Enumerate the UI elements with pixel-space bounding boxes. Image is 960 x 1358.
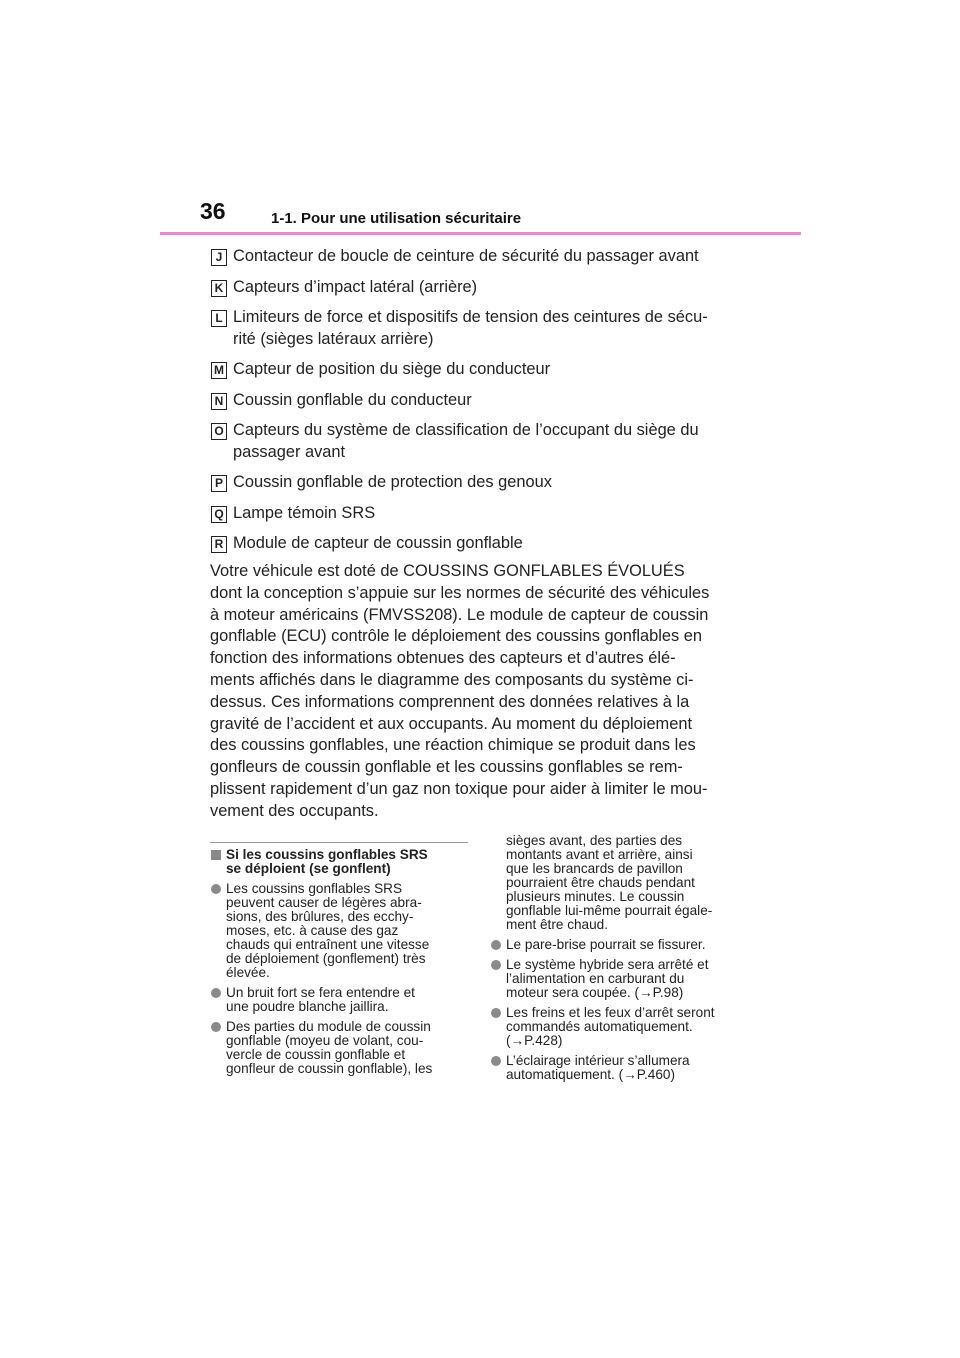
circle-bullet-icon — [211, 1022, 221, 1032]
bullet-text: Des parties du module de coussin gonflable (moyeu de volant, cou- vercle de coussin gonflable et gonfleur de coussin gonflable), les — [226, 1019, 433, 1076]
list-item-text: Limiteurs de force et dispositifs de tension des ceintures de sécu- rité (sièges latéraux arrière) — [233, 308, 708, 348]
bullet-item — [490, 1006, 748, 1048]
list-item-text: Coussin gonflable de protection des genoux — [233, 473, 552, 491]
list-item-r — [210, 533, 770, 555]
page-number: 36 — [200, 198, 226, 224]
letter-badge: P — [211, 475, 227, 492]
letter-badge: L — [211, 310, 227, 327]
bullet-text: Un bruit fort se fera entendre et une poudre blanche jaillira. — [226, 985, 415, 1014]
section-title: 1-1. Pour une utilisation sécuritaire — [271, 210, 522, 227]
body-paragraph: Votre véhicule est doté de COUSSINS GONFLABLES ÉVOLUÉS dont la conception s’appuie sur les normes de sécurité des véhicules à moteur américains (FMVSS208). Le module de capteur de coussin gonflable (ECU) contrôle le déploiement des coussins gonflables en fonction des informations obtenues des capteurs et d’autres élé- ments affichés dans le diagramme des composants du système ci- dessus. Ces informations comprennent des données relatives à la gravité de l’accident et aux occupants. Au moment du déploiement des coussins gonflables, une réaction chimique se produit dans les gonfleurs de coussin gonflable et les coussins gonflables se rem- plissent rapidement d’un gaz non toxique pour aider à limiter le mou- vement des occupants. — [210, 562, 710, 820]
letter-badge: J — [211, 249, 227, 266]
bullet-text: Le système hybride sera arrêté et l’alimentation en carburant du moteur sera coupée. (→P.98) — [506, 957, 709, 1000]
bullet-item — [210, 882, 468, 980]
letter-badge: N — [211, 393, 227, 410]
bullet-text: Le pare-brise pourrait se fissurer. — [506, 937, 706, 952]
list-item-text: Capteur de position du siège du conducteur — [233, 360, 551, 378]
letter-badge: M — [211, 362, 227, 379]
circle-bullet-icon — [211, 884, 221, 894]
bullet-item — [210, 1020, 468, 1076]
list-item-p — [210, 472, 770, 494]
list-item-text: Contacteur de boucle de ceinture de sécurité du passager avant — [233, 247, 699, 265]
notes-divider — [210, 842, 468, 843]
letter-badge: R — [211, 536, 227, 553]
notes-heading — [210, 848, 468, 876]
list-item-text: Capteurs du système de classification de l’occupant du siège du passager avant — [233, 421, 699, 461]
bullet-continuation: sièges avant, des parties des montants avant et arrière, ainsi que les brancards de pavillon pourraient être chauds pendant plusieurs minutes. Le coussin gonflable lui-même pourrait égale- ment être chaud. — [506, 833, 713, 932]
list-item-text: Lampe témoin SRS — [233, 503, 376, 522]
circle-bullet-icon — [491, 1056, 501, 1066]
list-item-o — [210, 420, 770, 463]
header-rule — [160, 232, 801, 235]
list-item-k — [210, 277, 770, 299]
notes-left-column — [210, 848, 468, 1082]
bullet-item — [490, 938, 748, 952]
circle-bullet-icon — [491, 1008, 501, 1018]
letter-badge: O — [211, 423, 227, 440]
list-item-m — [210, 359, 770, 381]
list-item-text: Capteurs d’impact latéral (arrière) — [233, 277, 478, 296]
list-item-text: Module de capteur de coussin gonflable — [233, 534, 523, 552]
circle-bullet-icon — [211, 988, 221, 998]
circle-bullet-icon — [491, 940, 501, 950]
list-item-n — [210, 390, 770, 412]
list-item-q — [210, 503, 770, 525]
letter-badge: Q — [211, 506, 227, 523]
letter-badge: K — [211, 280, 227, 297]
square-bullet-icon — [211, 850, 221, 860]
notes-right-column — [490, 834, 748, 1088]
bullet-text: L’éclairage intérieur s’allumera automatiquement. (→P.460) — [506, 1053, 690, 1082]
component-list — [210, 246, 770, 564]
bullet-item — [210, 986, 468, 1014]
bullet-text: Les coussins gonflables SRS peuvent causer de légères abra- sions, des brûlures, des ecchy- moses, etc. à cause des gaz chauds qui entraînent une vitesse de déploiement (gonflement) très élevée. — [226, 881, 430, 980]
bullet-item — [490, 958, 748, 1000]
list-item-l — [210, 307, 770, 350]
bullet-item — [490, 1054, 748, 1082]
circle-bullet-icon — [491, 960, 501, 970]
list-item-text: Coussin gonflable du conducteur — [233, 390, 472, 409]
bullet-text: Les freins et les feux d’arrêt seront commandés automatiquement. (→P.428) — [506, 1005, 715, 1048]
notes-heading-text: Si les coussins gonflables SRS se déploient (se gonflent) — [226, 847, 428, 876]
list-item-j — [210, 246, 770, 268]
page-header — [200, 198, 840, 234]
